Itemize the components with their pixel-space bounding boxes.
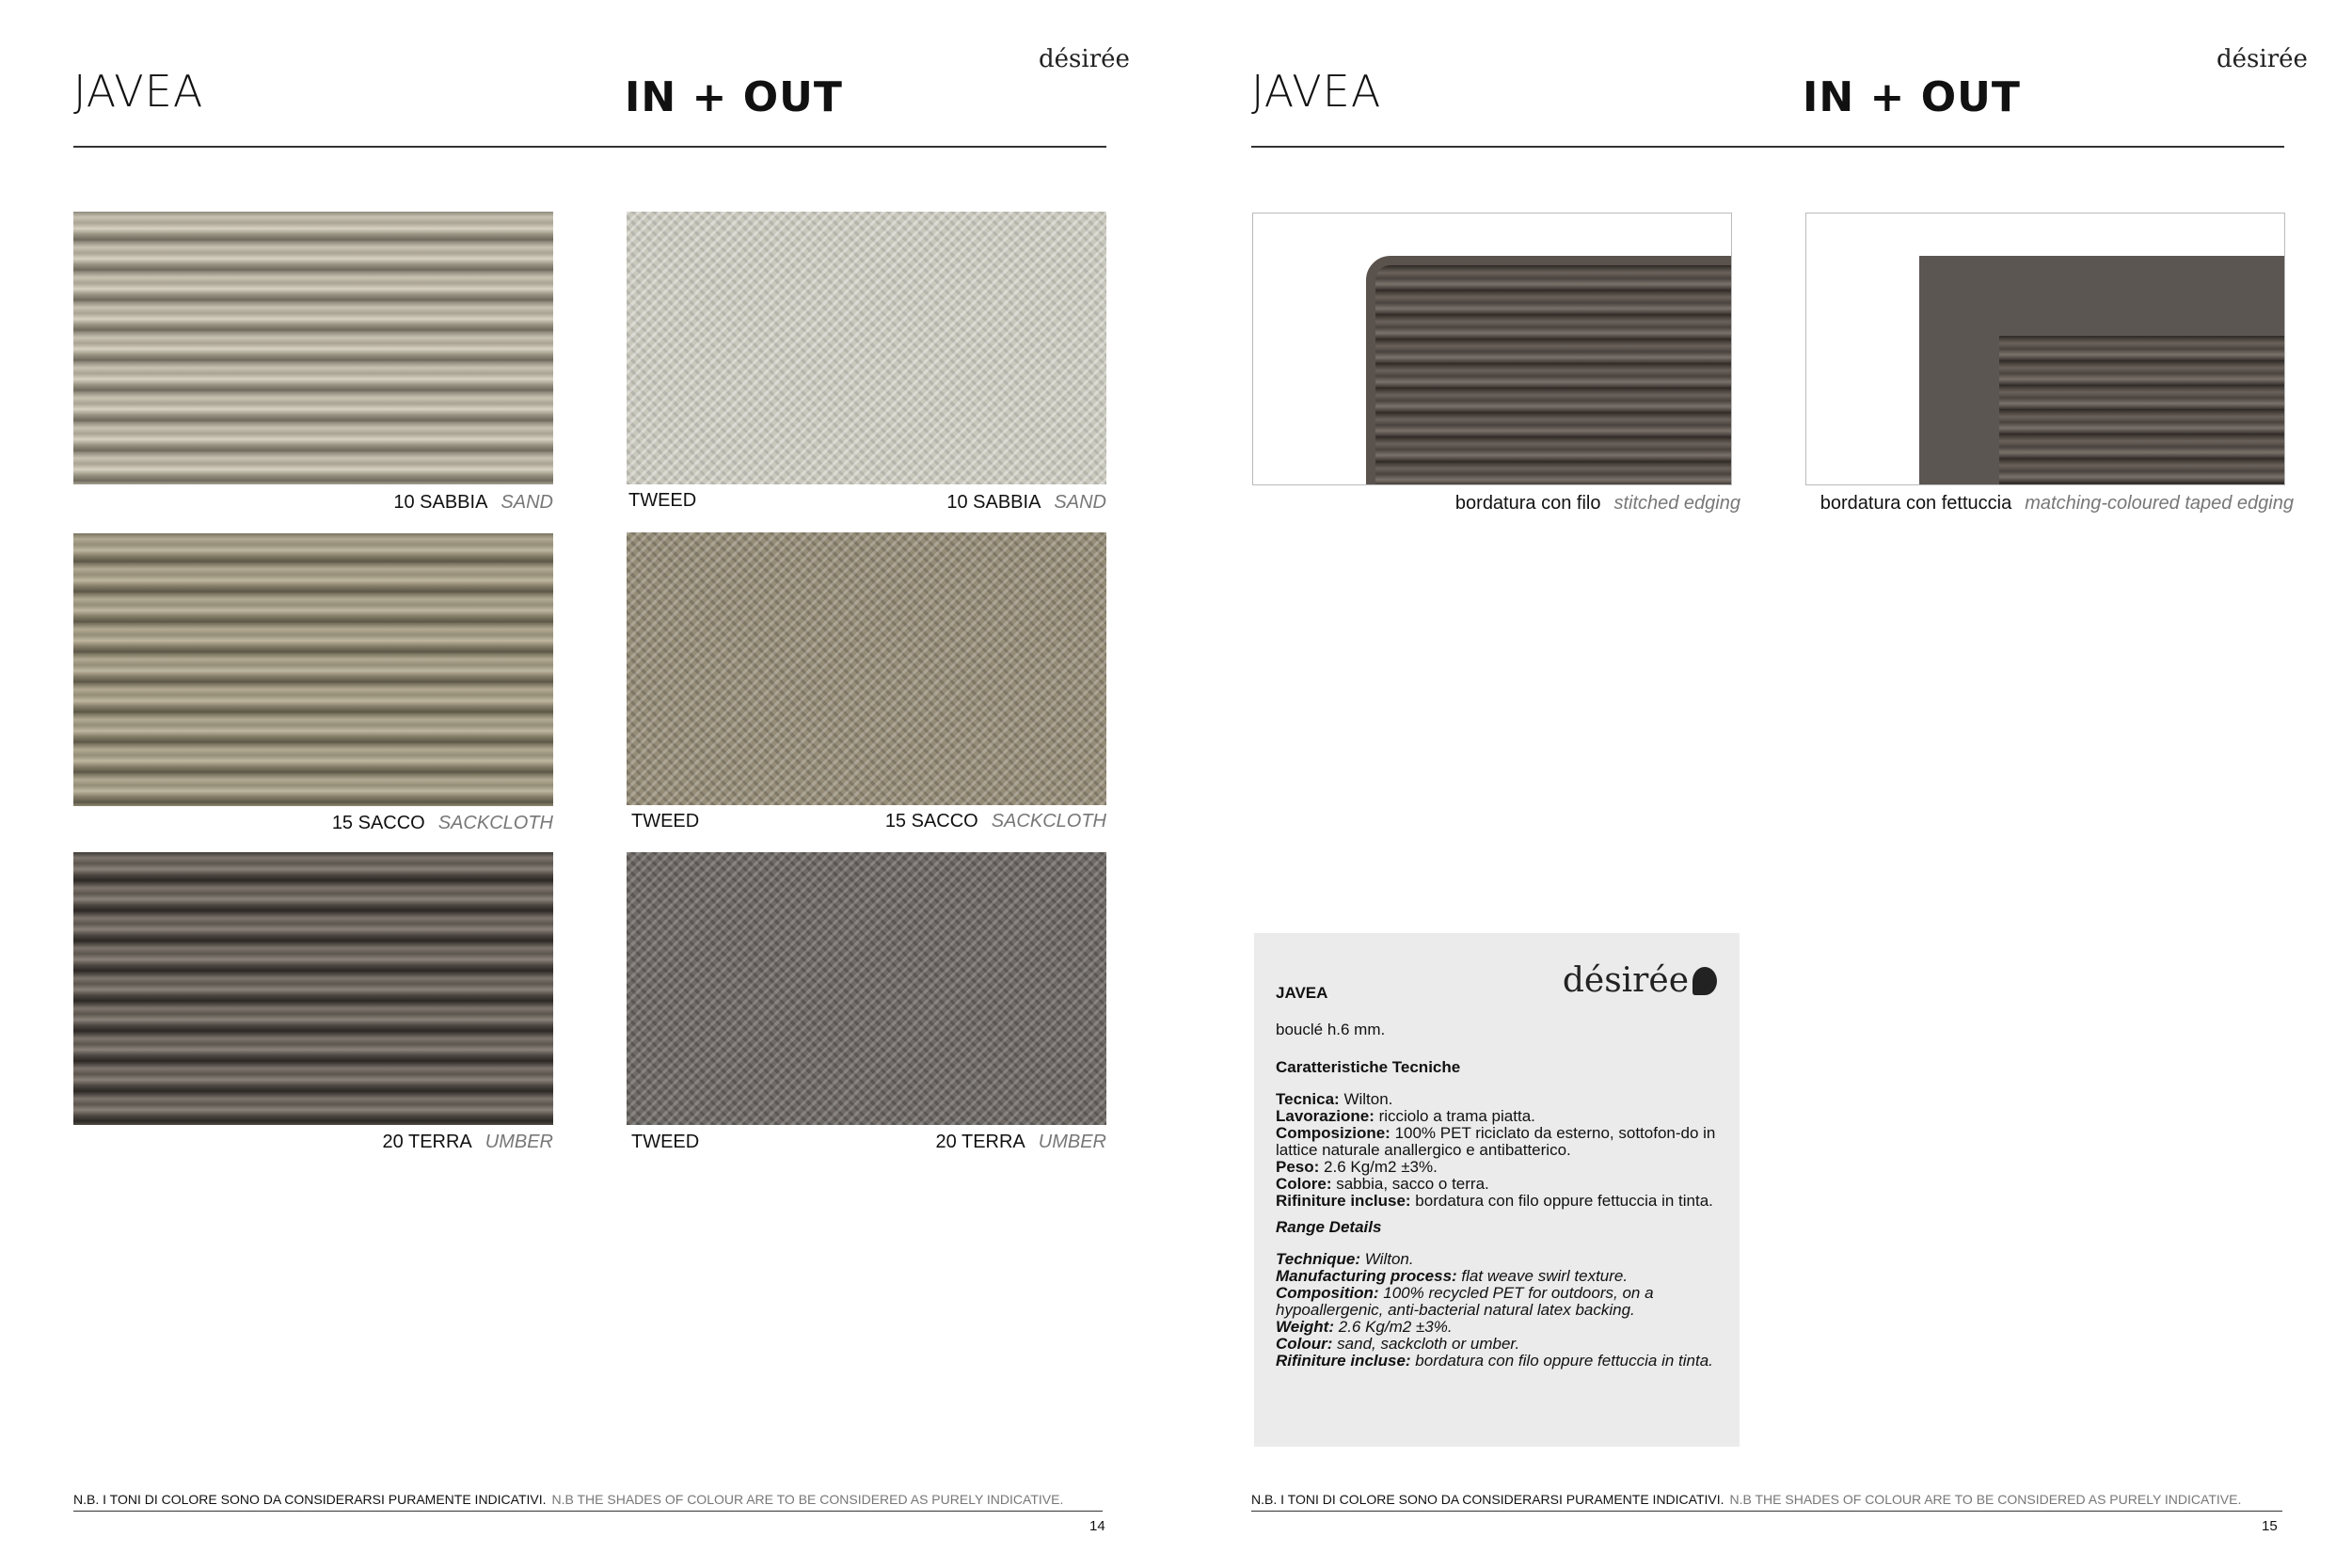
swatch-tweed-sabbia[interactable]	[627, 212, 1106, 484]
spec-value: 2.6 Kg/m2 ±3%.	[1319, 1158, 1438, 1176]
rug-stitched-edge	[1366, 256, 1732, 485]
edging-caption-stitched	[1455, 493, 1740, 515]
collection-title: IN + OUT	[625, 73, 843, 121]
spec-key: Colour:	[1276, 1335, 1333, 1353]
spec-key: Composition:	[1276, 1284, 1379, 1302]
brand-title: JAVEA	[73, 66, 204, 117]
swatch-caption-terra	[383, 1132, 553, 1153]
spec-key: Composizione:	[1276, 1124, 1391, 1142]
it-heading: Caratteristiche Tecniche	[1276, 1058, 1461, 1076]
color-name-en: UMBER	[485, 1132, 553, 1152]
spec-key: Manufacturing process:	[1276, 1267, 1457, 1285]
swatch-tweed-terra[interactable]	[627, 852, 1106, 1125]
color-name-en: SACKCLOTH	[991, 811, 1106, 832]
spec-line	[1276, 1108, 1718, 1125]
spec-value: ricciolo a trama piatta.	[1374, 1107, 1535, 1125]
spec-value: flat weave swirl texture.	[1456, 1267, 1629, 1285]
footnote	[1251, 1492, 2241, 1507]
swatch-tweed-sacco[interactable]	[627, 532, 1106, 805]
brand-logo: désirée	[2217, 45, 2308, 73]
spec-key: Rifiniture incluse:	[1276, 1352, 1411, 1370]
infobox-text	[1276, 985, 1718, 1370]
brand-title: JAVEA	[1251, 66, 1382, 117]
swatch-sabbia[interactable]	[73, 212, 553, 484]
logo-text: désirée	[1562, 961, 1689, 1000]
spec-key: Technique:	[1276, 1250, 1361, 1268]
spec-key: Weight:	[1276, 1318, 1335, 1336]
tweed-label: TWEED	[628, 490, 697, 511]
color-code: 20 TERRA	[935, 1132, 1025, 1152]
footnote-en: N.B THE SHADES OF COLOUR ARE TO BE CONSIDERED AS PURELY INDICATIVE.	[551, 1492, 1064, 1507]
spec-line	[1276, 1336, 1718, 1353]
color-name-en: SACKCLOTH	[437, 813, 553, 833]
edging-en: matching-coloured taped edging	[2025, 493, 2294, 514]
color-name-en: SAND	[1054, 492, 1106, 513]
color-code: 20 TERRA	[382, 1132, 472, 1152]
spec-value: bordatura con filo oppure fettuccia in tinta.	[1410, 1192, 1713, 1210]
spec-line	[1276, 1176, 1718, 1193]
footnote-en: N.B THE SHADES OF COLOUR ARE TO BE CONSIDERED AS PURELY INDICATIVE.	[1729, 1492, 2242, 1507]
en-spec-list	[1276, 1251, 1718, 1370]
color-code: 15 SACCO	[331, 813, 425, 833]
spec-line	[1276, 1353, 1718, 1370]
edging-en: stitched edging	[1613, 493, 1740, 514]
swatch-caption-sabbia	[393, 492, 553, 514]
edging-it: bordatura con filo	[1454, 493, 1601, 514]
swatch-terra[interactable]	[73, 852, 553, 1125]
spec-line	[1276, 1268, 1718, 1285]
edging-photo-stitched[interactable]	[1252, 213, 1732, 485]
edging-it: bordatura con fettuccia	[1820, 493, 2012, 514]
spec-value: 100% PET riciclato da esterno, sottofon-do in lattice naturale anallergico e antibatterico.	[1276, 1124, 1716, 1159]
spec-value: 2.6 Kg/m2 ±3%.	[1334, 1318, 1453, 1336]
it-spec-list	[1276, 1091, 1718, 1210]
tweed-label: TWEED	[631, 1132, 700, 1152]
footnote-it: N.B. I TONI DI COLORE SONO DA CONSIDERARSI PURAMENTE INDICATIVI.	[1251, 1492, 1724, 1507]
spec-value: 100% recycled PET for outdoors, on a hypoallergenic, anti-bacterial natural latex backing.	[1276, 1284, 1654, 1319]
spec-line	[1276, 1091, 1718, 1108]
page-number: 14	[1089, 1518, 1105, 1534]
spec-value: Wilton.	[1360, 1250, 1414, 1268]
edging-photo-taped[interactable]	[1805, 213, 2285, 485]
rug-taped-inner	[1999, 336, 2285, 485]
footer-rule	[73, 1511, 1103, 1512]
color-name-en: UMBER	[1038, 1132, 1106, 1152]
spec-line	[1276, 1159, 1718, 1176]
swatch-caption-tweed-sabbia	[946, 492, 1106, 514]
spec-value: sand, sackcloth or umber.	[1332, 1335, 1520, 1353]
swatch-caption-tweed-sacco	[885, 811, 1106, 832]
edging-caption-taped	[1820, 493, 2294, 515]
tweed-label: TWEED	[631, 811, 700, 832]
header-rule	[73, 146, 1106, 148]
spec-key: Lavorazione:	[1276, 1107, 1375, 1125]
spec-key: Rifiniture incluse:	[1276, 1192, 1411, 1210]
spec-line	[1276, 1319, 1718, 1336]
page-number: 15	[2262, 1518, 2278, 1534]
swatch-sacco[interactable]	[73, 533, 553, 806]
spec-line	[1276, 1125, 1718, 1159]
spec-line	[1276, 1251, 1718, 1268]
spec-line	[1276, 1193, 1718, 1210]
brand-logo: désirée	[1039, 45, 1130, 73]
color-code: 15 SACCO	[884, 811, 978, 832]
spec-value: sabbia, sacco o terra.	[1331, 1175, 1489, 1193]
spec-line	[1276, 1285, 1718, 1319]
spec-value: Wilton.	[1339, 1090, 1393, 1108]
color-code: 10 SABBIA	[946, 492, 1041, 513]
en-heading: Range Details	[1276, 1218, 1382, 1236]
spec-value: bordatura con filo oppure fettuccia in tinta.	[1410, 1352, 1713, 1370]
header-rule	[1251, 146, 2284, 148]
footnote-it: N.B. I TONI DI COLORE SONO DA CONSIDERARSI PURAMENTE INDICATIVI.	[73, 1492, 547, 1507]
product-name: JAVEA	[1276, 984, 1328, 1002]
spec-key: Colore:	[1276, 1175, 1332, 1193]
footnote	[73, 1492, 1063, 1507]
product-subtitle: bouclé h.6 mm.	[1276, 1021, 1386, 1038]
color-code: 10 SABBIA	[393, 492, 488, 513]
footer-rule	[1251, 1511, 2282, 1512]
technical-info-box	[1254, 933, 1740, 1447]
collection-title: IN + OUT	[1803, 73, 2021, 121]
swatch-caption-sacco	[332, 813, 553, 834]
swatch-caption-tweed-terra	[936, 1132, 1106, 1153]
color-name-en: SAND	[501, 492, 553, 513]
right-page	[1176, 0, 2352, 1568]
spec-key: Peso:	[1276, 1158, 1320, 1176]
spec-key: Tecnica:	[1276, 1090, 1340, 1108]
